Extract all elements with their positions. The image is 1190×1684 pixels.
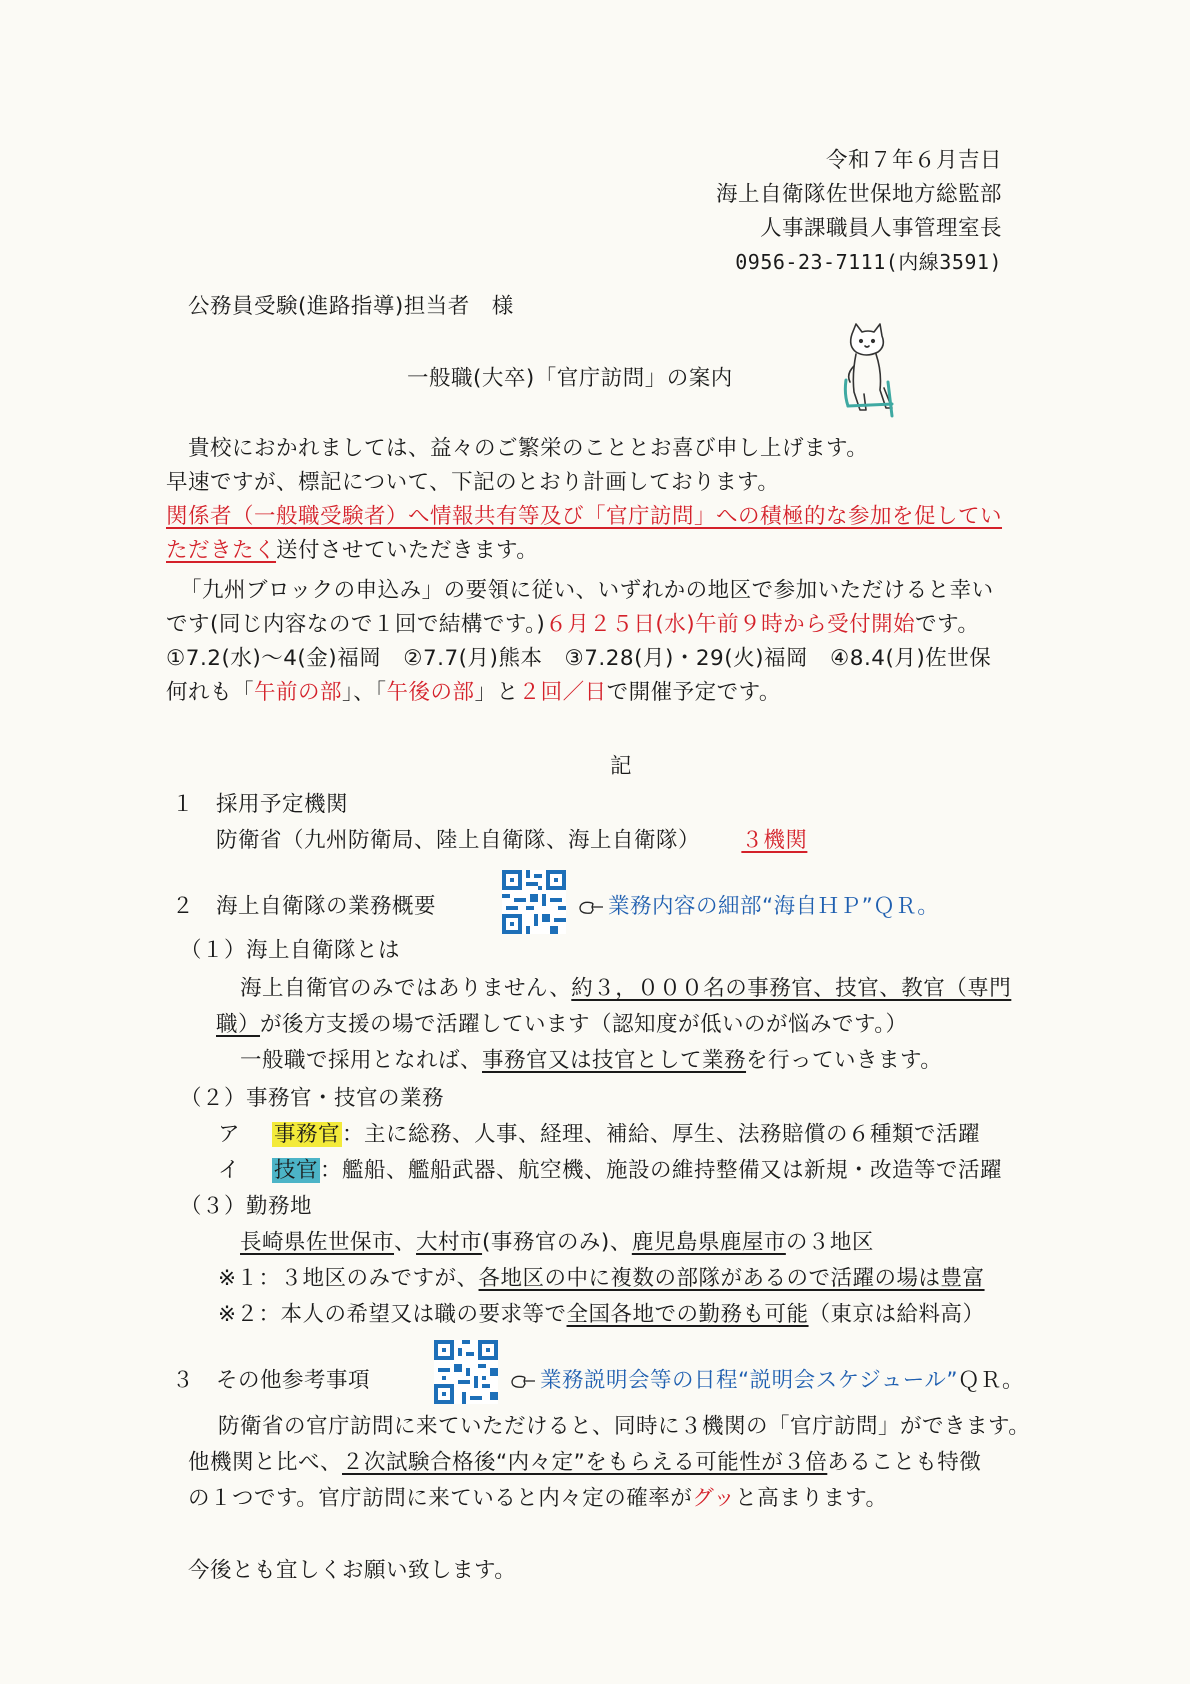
section-1-number: １ <box>172 792 195 817</box>
sub1-l2-u: 職） <box>216 1012 261 1037</box>
line8-d: で開催予定です。 <box>606 680 781 705</box>
section-3-line-1: 防衛省の官庁訪問に来ていただけると、同時に３機関の「官庁訪問」ができます。 <box>218 1414 1031 1439</box>
intro-line-6 <box>166 614 979 636</box>
admin-officer-highlight: 事務官 <box>274 1122 341 1147</box>
civilian-staff-count: 約３，０００名の事務官、技官、教官（専門 <box>571 976 1012 1001</box>
section-1-body <box>216 830 807 852</box>
s3-l3-b: と高まります。 <box>735 1486 888 1511</box>
jmsdf-hp-qr-text: 業務内容の細部“海自ＨＰ”ＱＲ。 <box>608 894 940 919</box>
duty-admin-mark: ア <box>218 1122 241 1147</box>
sub1-l1-a: 海上自衛官のみではありません、 <box>240 976 572 1001</box>
technical-officer-duties: ：艦船、艦船武器、航空機、施設の維持整備又は新規・改造等で活躍 <box>320 1158 1003 1183</box>
note-1-a: ※１：３地区のみですが、 <box>218 1266 479 1291</box>
subsection-2-1-label: （１）海上自衛隊とは <box>180 938 401 963</box>
sub1-l3-b: を行っていきます。 <box>746 1048 943 1073</box>
sub1-l2-rest: が後方支援の場で活躍しています（認知度が低いのが悩みです。） <box>260 1012 908 1037</box>
sender-organization: 海上自衛隊佐世保地方総監部 <box>715 182 1002 207</box>
intro-line-3-emphasis: 関係者（一般職受験者）へ情報共有等及び「官庁訪問」への積極的な参加を促してい <box>166 504 1003 529</box>
intro-line-6-start: です(同じ内容なので１回で結構です。) <box>166 612 546 637</box>
briefing-schedule-qr-caption <box>510 1370 1024 1392</box>
work-locations <box>240 1232 874 1254</box>
subsection-2-3-label: （３）勤務地 <box>180 1194 313 1219</box>
sub1-l3-u: 事務官又は技官として業務 <box>482 1048 747 1073</box>
duty-tech-mark: イ <box>218 1158 241 1183</box>
duty-tech-row <box>218 1160 1002 1182</box>
s3-l2-a: 他機関と比べ、 <box>188 1450 343 1475</box>
cat-illustration <box>838 322 902 423</box>
afternoon-session: 午後の部 <box>386 680 475 705</box>
intro-line-4-rest: 送付させていただきます。 <box>276 538 539 563</box>
intro-line-8 <box>166 682 781 704</box>
sender-department: 人事課職員人事管理室長 <box>759 216 1002 241</box>
note-2 <box>218 1304 985 1326</box>
location-sasebo: 長崎県佐世保市 <box>240 1230 395 1255</box>
loc-sep-3: の３地区 <box>785 1230 874 1255</box>
section-3-heading: その他参考事項 <box>216 1368 371 1393</box>
sessions-per-day: ２回／日 <box>518 680 607 705</box>
registration-start: ６月２５日(水)午前９時から受付開始 <box>545 612 916 637</box>
note-2-b: （東京は給料高） <box>808 1302 985 1327</box>
location-omura: 大村市 <box>416 1230 483 1255</box>
document-title: 一般職(大卒)「官庁訪問」の案内 <box>407 366 733 391</box>
document-date: 令和７年６月吉日 <box>825 148 1002 173</box>
section-2-number: ２ <box>172 894 195 919</box>
section-2-heading: 海上自衛隊の業務概要 <box>216 894 437 919</box>
agency-count: ３機関 <box>741 828 808 853</box>
duty-admin-row <box>218 1124 980 1146</box>
line8-b: 」、「 <box>342 680 387 705</box>
agencies-list: 防衛省（九州防衛局、陸上自衛隊、海上自衛隊） <box>216 828 701 853</box>
briefing-qr-text-a: 業務説明会等の日程 <box>540 1368 739 1393</box>
location-kanoya: 鹿児島県鹿屋市 <box>631 1230 786 1255</box>
s3-l3-red: グッ <box>692 1486 736 1511</box>
section-3-number: ３ <box>172 1368 195 1393</box>
section-3-line-3 <box>188 1488 888 1510</box>
briefing-schedule-qr-code[interactable] <box>434 1340 498 1404</box>
intro-line-1: 貴校におかれましては、益々のご繁栄のこととお喜び申し上げます。 <box>188 436 869 461</box>
addressee: 公務員受験(進路指導)担当者 様 <box>188 294 514 319</box>
intro-line-5: 「九州ブロックの申込み」の要領に従い、いずれかの地区で参加いただけると幸い <box>180 578 994 603</box>
sender-phone: 0956-23-7111(内線3591) <box>735 250 1002 274</box>
jmsdf-hp-qr-code[interactable] <box>502 870 566 934</box>
jmsdf-hp-qr-caption <box>578 896 939 918</box>
loc-sep-2: (事務官のみ)、 <box>482 1230 632 1255</box>
subsection-2-2-label: （２）事務官・技官の業務 <box>180 1086 445 1111</box>
briefing-qr-text-b: “説明会スケジュール” <box>738 1368 959 1393</box>
intro-line-6-end: です。 <box>915 612 980 637</box>
s3-l3-a: の１つです。官庁訪問に来ていると内々定の確率が <box>188 1486 693 1511</box>
intro-line-2: 早速ですが、標記について、下記のとおり計画しております。 <box>166 470 780 495</box>
loc-sep-1: 、 <box>394 1230 417 1255</box>
s3-l2-u: ２次試験合格後“内々定”をもらえる可能性が３倍 <box>342 1450 828 1475</box>
subsection-2-1-line-2 <box>216 1014 908 1036</box>
pointing-hand-icon <box>578 898 604 916</box>
sub1-l3-a: 一般職で採用となれば、 <box>240 1048 483 1073</box>
admin-officer-duties: ：主に総務、人事、経理、補給、厚生、法務賠償の６種類で活躍 <box>342 1122 981 1147</box>
s3-l2-b: あることも特徴 <box>827 1450 982 1475</box>
note-1-u: 各地区の中に複数の部隊があるので活躍の場は豊富 <box>478 1266 985 1291</box>
intro-line-4 <box>166 540 538 562</box>
section-3-line-2 <box>188 1452 981 1474</box>
note-2-a: ※２：本人の希望又は職の要求等で <box>218 1302 567 1327</box>
section-1-heading: 採用予定機関 <box>216 792 349 817</box>
subsection-2-1-line-1 <box>240 978 1011 1000</box>
technical-officer-highlight: 技官 <box>274 1158 319 1183</box>
closing-remark: 今後とも宜しくお願い致します。 <box>188 1558 517 1583</box>
pointing-hand-icon <box>510 1372 536 1390</box>
briefing-qr-text-c: ＱＲ。 <box>958 1368 1025 1393</box>
line8-a: 何れも「 <box>166 680 255 705</box>
note-1 <box>218 1268 985 1290</box>
note-2-u: 全国各地での勤務も可能 <box>566 1302 809 1327</box>
subsection-2-1-line-3 <box>240 1050 942 1072</box>
intro-line-4-emphasis: ただきたく <box>166 538 277 563</box>
morning-session: 午前の部 <box>254 680 343 705</box>
line8-c: 」と <box>474 680 519 705</box>
ki-heading: 記 <box>610 754 633 779</box>
schedule-line: ①7.2(水)～4(金)福岡 ②7.7(月)熊本 ③7.28(月)・29(火)福岡 ④8.4(月)佐世保 <box>166 646 992 671</box>
